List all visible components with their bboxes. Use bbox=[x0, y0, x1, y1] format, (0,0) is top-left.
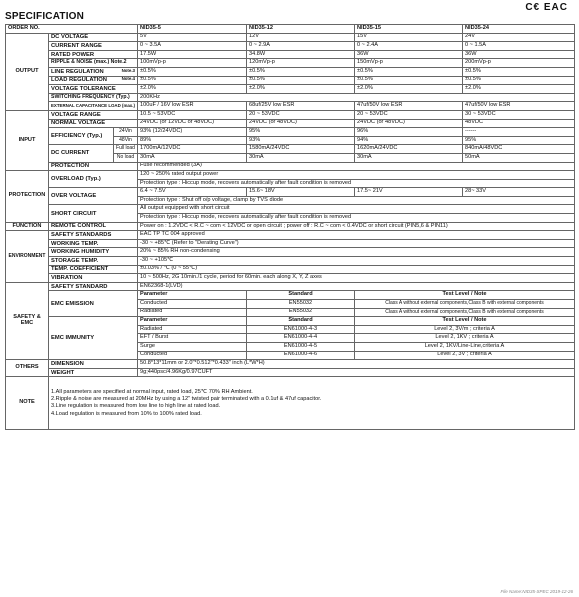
value-cell: ±2.0% bbox=[247, 85, 355, 94]
table-row bbox=[6, 205, 575, 214]
value-cell: 24VDC (or 12VDC or 48VDC) bbox=[138, 119, 247, 128]
value-cell: 10.5 ~ 53VDC bbox=[138, 110, 247, 119]
sub-label: No load bbox=[114, 153, 138, 162]
value-cell: Radiated bbox=[138, 325, 247, 334]
category-output: OUTPUT bbox=[6, 33, 49, 110]
category-line: SAFETY & bbox=[13, 314, 41, 321]
item-label: VOLTAGE RANGE bbox=[49, 110, 138, 119]
value-cell: 17.5W bbox=[138, 50, 247, 59]
item-label: SAFETY STANDARDS bbox=[49, 231, 138, 240]
table-row bbox=[6, 33, 575, 42]
emc-header: Test Level / Note bbox=[355, 291, 575, 300]
value-cell: Conducted bbox=[138, 300, 247, 309]
category-input: INPUT bbox=[6, 110, 49, 170]
value-cell: ±0.5% bbox=[138, 76, 247, 85]
value-cell: Conducted bbox=[138, 351, 247, 360]
note-line: 3.Line regulation is measured from low line to high line at rated load. bbox=[51, 403, 221, 410]
item-label: SAFETY STANDARD bbox=[49, 282, 138, 291]
model-header: NID35-12 bbox=[247, 25, 355, 34]
value-cell: 0 ~ 3.5A bbox=[138, 42, 247, 51]
table-row bbox=[6, 25, 575, 34]
value-cell: 24V bbox=[463, 33, 575, 42]
note-line: 4.Load regulation is measured from 10% to 100% rated load. bbox=[51, 410, 202, 417]
table-row bbox=[6, 368, 575, 377]
notes-block bbox=[49, 377, 575, 430]
value-cell: 68uf/25V low ESR bbox=[247, 102, 355, 111]
item-label: SWITCHING FREQUENCY (Typ.) bbox=[49, 93, 138, 102]
value-cell: 36W bbox=[463, 50, 575, 59]
table-row bbox=[6, 257, 575, 266]
value-cell: 95% bbox=[247, 128, 355, 137]
value-cell: ±0.5% bbox=[463, 76, 575, 85]
model-header: NID35-5 bbox=[138, 25, 247, 34]
table-row bbox=[6, 282, 575, 291]
value-cell: All output equipped with short circuit bbox=[138, 205, 575, 214]
value-cell: ±2.0% bbox=[138, 85, 247, 94]
table-row bbox=[6, 67, 575, 76]
value-cell: ------ bbox=[463, 128, 575, 137]
certification-marks: C€ EAC bbox=[525, 2, 568, 13]
value-cell: Level 2, 3V ; criteria A bbox=[355, 351, 575, 360]
emc-header: Parameter bbox=[138, 291, 247, 300]
value-cell: 0 ~ 2.9A bbox=[247, 42, 355, 51]
file-name-footer: File Name:NID35-SPEC 2019-12-26 bbox=[500, 589, 573, 594]
item-label: CURRENT RANGE bbox=[49, 42, 138, 51]
value-cell: 17.5~ 21V bbox=[355, 188, 463, 197]
item-label: OVERLOAD (Typ.) bbox=[49, 171, 138, 188]
item-label bbox=[49, 76, 138, 85]
table-row bbox=[6, 231, 575, 240]
value-cell: Level 2, 1KV/Line-Line,criteria A bbox=[355, 342, 575, 351]
item-label: DIMENSION bbox=[49, 360, 138, 369]
note-line: 1.All parameters are specified at normal input, rated load, 25℃ 70% RH Ambient. bbox=[51, 388, 253, 395]
value-cell: 20 ~ 53VDC bbox=[355, 110, 463, 119]
value-cell: Protection type : Hiccup mode, recovers automatically after fault condition is removed bbox=[138, 179, 575, 188]
item-label: NORMAL VOLTAGE bbox=[49, 119, 138, 128]
value-cell: EN62368-1(LVD) bbox=[138, 282, 575, 291]
item-label bbox=[49, 67, 138, 76]
table-row bbox=[6, 119, 575, 128]
value-cell: EN61000-4-4 bbox=[247, 334, 355, 343]
value-cell: ±0.5% bbox=[247, 76, 355, 85]
value-cell: 36W bbox=[355, 50, 463, 59]
emc-header: Standard bbox=[247, 291, 355, 300]
model-header: NID35-15 bbox=[355, 25, 463, 34]
table-row bbox=[6, 162, 575, 171]
value-cell: ±2.0% bbox=[463, 85, 575, 94]
value-cell: ±0.5% bbox=[355, 67, 463, 76]
value-cell: 1580mA/24VDC bbox=[247, 145, 355, 154]
item-label: WORKING HUMIDITY bbox=[49, 248, 138, 257]
value-cell: 15V bbox=[355, 33, 463, 42]
value-cell: 150mVp-p bbox=[355, 59, 463, 68]
value-cell: 9g;440psc/4.96Kg/0.97CUFT bbox=[138, 368, 575, 377]
value-cell: 30mA bbox=[247, 153, 355, 162]
table-row bbox=[6, 265, 575, 274]
value-cell: 93% (12/24VDC) bbox=[138, 128, 247, 137]
value-cell: Protection type : Shut off o/p voltage, clamp by TVS diode bbox=[138, 196, 575, 205]
value-cell: EFT / Burst bbox=[138, 334, 247, 343]
value-cell: 30 ~ 53VDC bbox=[463, 110, 575, 119]
value-cell: -30 ~ +85℃ (Refer to "Derating Curve") bbox=[138, 239, 575, 248]
item-label: REMOTE CONTROL bbox=[49, 222, 138, 231]
table-row bbox=[6, 222, 575, 231]
value-cell: 95% bbox=[463, 136, 575, 145]
value-cell: 30mA bbox=[355, 153, 463, 162]
table-row bbox=[6, 102, 575, 111]
table-row bbox=[6, 145, 575, 154]
value-cell: 30mA bbox=[138, 153, 247, 162]
value-cell: 840mA/48VDC bbox=[463, 145, 575, 154]
table-row bbox=[6, 59, 575, 68]
table-row bbox=[6, 50, 575, 59]
value-cell: 89% bbox=[138, 136, 247, 145]
value-cell: 47uf/50V low ESR bbox=[463, 102, 575, 111]
value-cell: 50mA bbox=[463, 153, 575, 162]
value-cell: ±0.5% bbox=[138, 67, 247, 76]
value-cell: ±2.0% bbox=[355, 85, 463, 94]
item-label: PROTECTION bbox=[49, 162, 138, 171]
value-cell: 12V bbox=[247, 33, 355, 42]
category-others: OTHERS bbox=[6, 360, 49, 377]
table-row bbox=[6, 110, 575, 119]
item-label: EXTERNAL CAPACITANCE LOAD (max.) bbox=[49, 102, 138, 111]
table-row bbox=[6, 239, 575, 248]
value-cell: 94% bbox=[355, 136, 463, 145]
model-header: NID35-24 bbox=[463, 25, 575, 34]
category-safety-emc bbox=[6, 282, 49, 359]
specification-table bbox=[5, 24, 575, 430]
value-cell: 47uf/50V low ESR bbox=[355, 102, 463, 111]
item-label: SHORT CIRCUIT bbox=[49, 205, 138, 222]
category-line: EMC bbox=[20, 319, 34, 326]
table-row bbox=[6, 93, 575, 102]
table-row bbox=[6, 317, 575, 326]
value-cell: EN61000-4-5 bbox=[247, 342, 355, 351]
item-label: RIPPLE & NOISE (max.) Note.2 bbox=[49, 59, 138, 68]
value-cell: Protection type : Hiccup mode, recovers automatically after fault condition is removed bbox=[138, 214, 575, 223]
value-cell: Power on : 1.2VDC < R.C ~ com < 12VDC or open circuit ; power off : R.C ~ com < 0.4VDC or short circuit (PIN5,6 & PIN11) bbox=[138, 222, 575, 231]
sub-label: 24Vin bbox=[114, 128, 138, 137]
sub-label: Full load bbox=[114, 145, 138, 154]
item-label: OVER VOLTAGE bbox=[49, 188, 138, 205]
item-label: VIBRATION bbox=[49, 274, 138, 283]
value-cell: 20 ~ 53VDC bbox=[247, 110, 355, 119]
item-label: WORKING TEMP. bbox=[49, 239, 138, 248]
value-cell: 20% ~ 85% RH non-condensing bbox=[138, 248, 575, 257]
item-label: TEMP. COEFFICIENT bbox=[49, 265, 138, 274]
value-cell: ±0.03% / ℃ (0 ~ 55℃) bbox=[138, 265, 575, 274]
value-cell: 10 ~ 500Hz, 2G 10min./1 cycle, period for 60min. each along X, Y, Z axes bbox=[138, 274, 575, 283]
value-cell: ±0.5% bbox=[355, 76, 463, 85]
value-cell: Surge bbox=[138, 342, 247, 351]
page-header bbox=[5, 2, 574, 24]
value-cell: ±0.5% bbox=[247, 67, 355, 76]
value-cell: 1620mA/24VDC bbox=[355, 145, 463, 154]
item-label: WEIGHT bbox=[49, 368, 138, 377]
order-no-label: ORDER NO. bbox=[6, 25, 138, 34]
value-cell: Class A without external components,Class B with external components bbox=[355, 300, 575, 309]
value-cell: Fuse recommended (3A) bbox=[138, 162, 575, 171]
value-cell: 24VDC (or 48VDC) bbox=[355, 119, 463, 128]
value-cell: 34.8W bbox=[247, 50, 355, 59]
table-row bbox=[6, 42, 575, 51]
item-label: STORAGE TEMP. bbox=[49, 257, 138, 266]
category-protection: PROTECTION bbox=[6, 171, 49, 223]
value-cell: 100mVp-p bbox=[138, 59, 247, 68]
value-cell: 24VDC (or 48VDC) bbox=[247, 119, 355, 128]
value-cell: Radiated bbox=[138, 308, 247, 317]
value-cell: EN55032 bbox=[247, 300, 355, 309]
value-cell: 48VDC bbox=[463, 119, 575, 128]
sub-label: 48Vin bbox=[114, 136, 138, 145]
item-label: VOLTAGE TOLERANCE bbox=[49, 85, 138, 94]
value-cell: -30 ~ +105℃ bbox=[138, 257, 575, 266]
value-cell: ±0.5% bbox=[463, 67, 575, 76]
value-cell: EN61000-4-3 bbox=[247, 325, 355, 334]
value-cell: 5V bbox=[138, 33, 247, 42]
table-row bbox=[6, 76, 575, 85]
item-label: EFFICIENCY (Typ.) bbox=[49, 128, 114, 145]
item-label-text: LOAD REGULATION bbox=[51, 77, 107, 84]
table-row bbox=[6, 188, 575, 197]
value-cell: 50.8*13*11mm or 2.0"*0.512"*0.433" inch (L*W*H) bbox=[138, 360, 575, 369]
table-row bbox=[6, 274, 575, 283]
value-cell: 120mVp-p bbox=[247, 59, 355, 68]
value-cell: 6.4 ~ 7.5V bbox=[138, 188, 247, 197]
value-cell: 120 ~ 250% rated output power bbox=[138, 171, 575, 180]
value-cell: 200KHz bbox=[138, 93, 575, 102]
table-row bbox=[6, 248, 575, 257]
note-ref: Note.4 bbox=[121, 76, 135, 82]
category-function: FUNCTION bbox=[6, 222, 49, 231]
value-cell: 15.6~ 18V bbox=[247, 188, 355, 197]
emc-header: Parameter bbox=[138, 317, 247, 326]
page-title: SPECIFICATION bbox=[5, 11, 85, 22]
item-label: EMC EMISSION bbox=[49, 291, 138, 317]
emc-header: Test Level / Note bbox=[355, 317, 575, 326]
value-cell: 28~ 33V bbox=[463, 188, 575, 197]
item-label: EMC IMMUNITY bbox=[49, 317, 138, 360]
emc-header: Standard bbox=[247, 317, 355, 326]
table-row bbox=[6, 360, 575, 369]
value-cell: 1700mA/12VDC bbox=[138, 145, 247, 154]
table-row bbox=[6, 377, 575, 430]
value-cell: Level 2, 1KV ; criteria A bbox=[355, 334, 575, 343]
value-cell: EN55032 bbox=[247, 308, 355, 317]
value-cell: 0 ~ 1.5A bbox=[463, 42, 575, 51]
table-row bbox=[6, 291, 575, 300]
item-label: RATED POWER bbox=[49, 50, 138, 59]
item-label-text: LINE REGULATION bbox=[51, 68, 104, 75]
value-cell: 200mVp-p bbox=[463, 59, 575, 68]
value-cell: EN61000-4-6 bbox=[247, 351, 355, 360]
value-cell: 0 ~ 2.4A bbox=[355, 42, 463, 51]
value-cell: Level 2, 3V/m ; criteria A bbox=[355, 325, 575, 334]
value-cell: Class A without external components,Class B with external components bbox=[355, 308, 575, 317]
table-row bbox=[6, 128, 575, 137]
table-row bbox=[6, 85, 575, 94]
category-environment: ENVIRONMENT bbox=[6, 231, 49, 283]
value-cell: EAC TP TC 004 approved bbox=[138, 231, 575, 240]
value-cell: 96% bbox=[355, 128, 463, 137]
value-cell: 93% bbox=[247, 136, 355, 145]
note-ref: Note.3 bbox=[121, 67, 135, 73]
item-label: DC VOLTAGE bbox=[49, 33, 138, 42]
value-cell: 100uF / 16V low ESR bbox=[138, 102, 247, 111]
item-label: DC CURRENT bbox=[49, 145, 114, 162]
table-row bbox=[6, 171, 575, 180]
note-line: 2.Ripple & noise are measured at 20MHz by using a 12" twisted pair terminated with a 0.1uf & 47uf capacitor. bbox=[51, 396, 322, 403]
category-note: NOTE bbox=[6, 377, 49, 430]
